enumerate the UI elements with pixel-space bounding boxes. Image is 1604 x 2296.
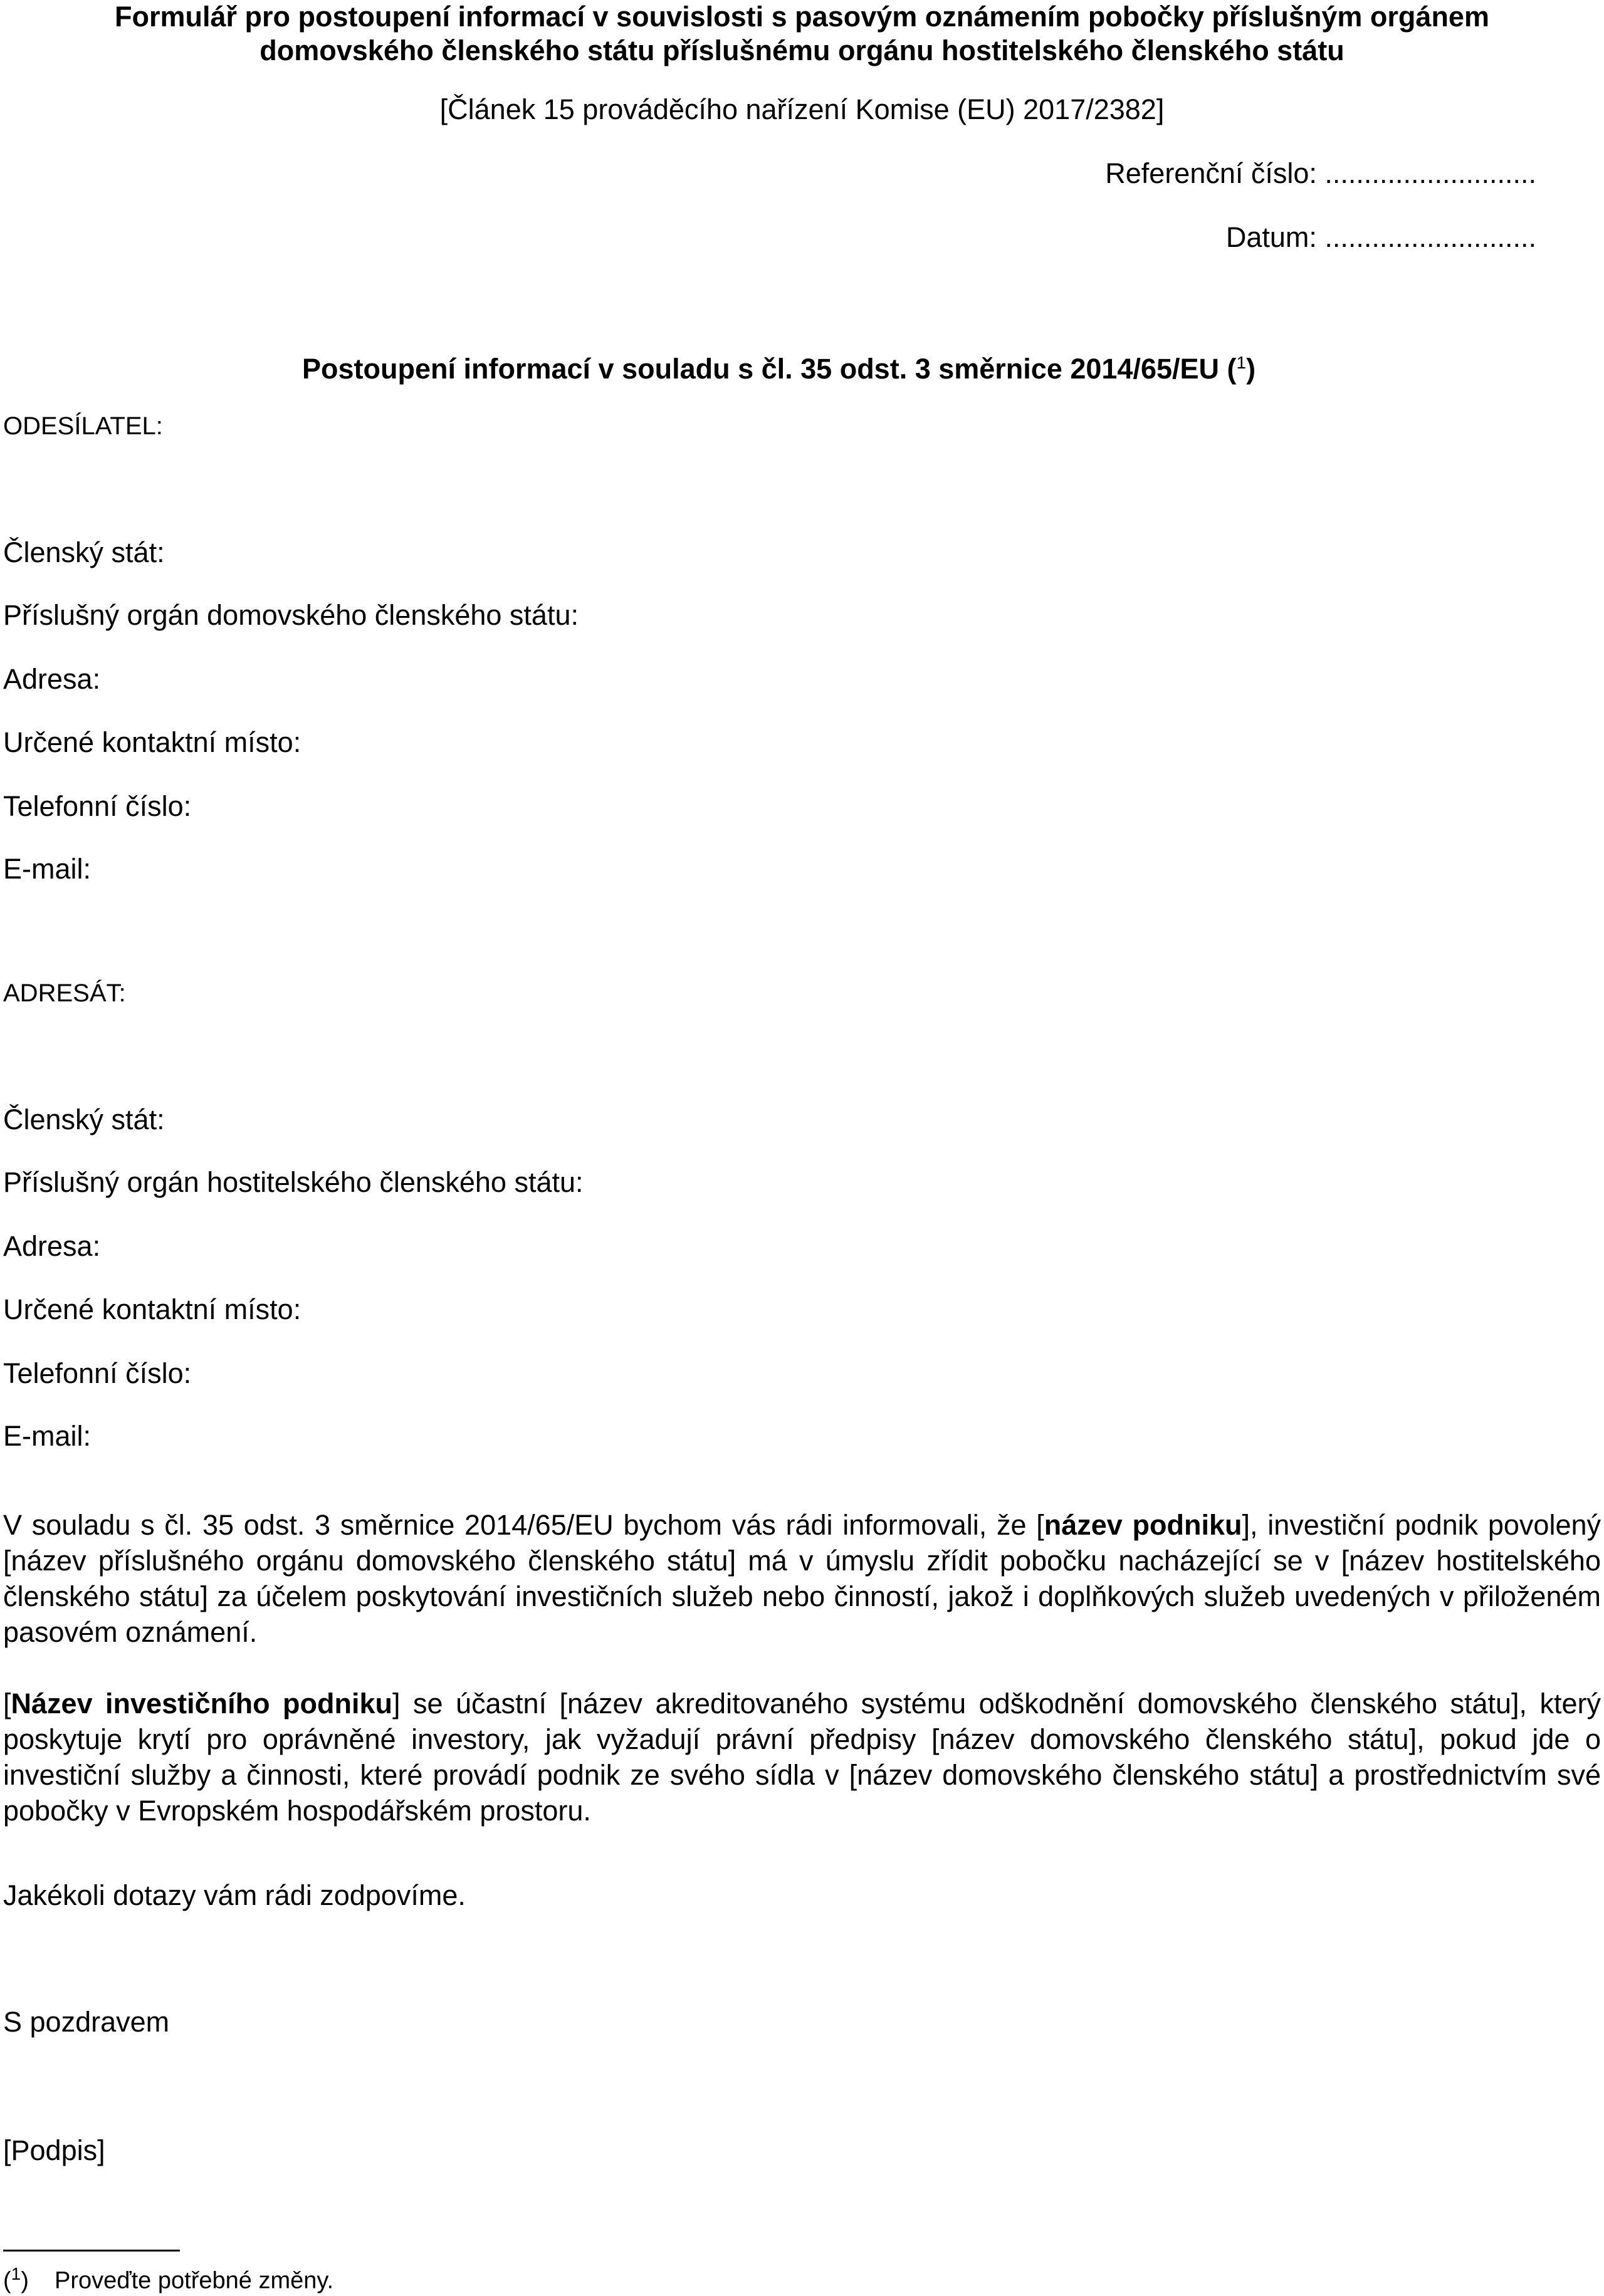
footnote-bracket-close: ) (1246, 353, 1256, 385)
footnote-separator (3, 2250, 180, 2252)
body-paragraph-2 (3, 1686, 1601, 1829)
footnote-open: ( (3, 2267, 11, 2294)
sender-email: E-mail: (3, 853, 92, 885)
sender-address: Adresa: (3, 663, 101, 695)
sender-member-state: Členský stát: (3, 536, 165, 568)
footnote-bracket-open: ( (1219, 353, 1237, 385)
footnote-number: 1 (11, 2264, 21, 2283)
article-reference: [Článek 15 prováděcího nařízení Komise (EU) 2017/2382] (439, 93, 1165, 125)
recipient-phone: Telefonní číslo: (3, 1357, 192, 1389)
section-heading-text: Postoupení informací v souladu s čl. 35 odst. 3 směrnice 2014/65/EU (302, 353, 1220, 385)
para1-company-placeholder: název podniku (1044, 1509, 1242, 1541)
body-paragraph-3: Jakékoli dotazy vám rádi zodpovíme. (3, 1879, 466, 1911)
form-title (0, 0, 1604, 68)
footnote-close: ) (21, 2267, 29, 2294)
sender-phone: Telefonní číslo: (3, 790, 192, 822)
recipient-authority: Příslušný orgán hostitelského členského státu: (3, 1166, 584, 1198)
para2-firm-placeholder: Název investičního podniku (11, 1688, 393, 1719)
date-field: Datum: ........................... (1225, 221, 1536, 253)
section-heading (302, 346, 1255, 386)
sender-label: ODESÍLATEL: (3, 412, 163, 440)
form-title-line-1: Formulář pro postoupení informací v souvislosti s pasovým oznámením pobočky příslušným orgánem (115, 1, 1489, 33)
recipient-email: E-mail: (3, 1420, 92, 1452)
sender-authority: Příslušný orgán domovského členského státu: (3, 599, 579, 631)
recipient-member-state: Členský stát: (3, 1104, 165, 1135)
para1-text-c: ], investiční podnik povolený [název příslušného orgánu domovského členského státu] má v úmyslu zřídit pobočku nacházející se v [název hostitelského členského státu] za účelem poskytování investičních služeb nebo činností, jakož i doplňkových služeb uvedených v přiloženém pasovém oznámení. (3, 1509, 1601, 1648)
para2-text-a: [ (3, 1688, 11, 1719)
footnote (3, 2259, 333, 2296)
recipient-address: Adresa: (3, 1230, 101, 1262)
footnote-marker (3, 2259, 55, 2296)
signature-placeholder: [Podpis] (3, 2134, 105, 2166)
para1-text-a: V souladu s čl. 35 odst. 3 směrnice 2014/65/EU bychom vás rádi informovali, že [ (3, 1509, 1044, 1541)
recipient-label: ADRESÁT: (3, 979, 126, 1007)
body-paragraph-1 (3, 1507, 1601, 1650)
form-title-line-2: domovského členského státu příslušnému orgánu hostitelského členského státu (259, 34, 1345, 66)
reference-number: Referenční číslo: ........................... (1105, 157, 1536, 189)
footnote-ref[interactable]: 1 (1236, 353, 1247, 372)
footnote-text: Proveďte potřebné změny. (55, 2267, 334, 2294)
closing-salutation: S pozdravem (3, 2006, 170, 2038)
sender-contact-point: Určené kontaktní místo: (3, 726, 301, 758)
para2-text-c: ] se účastní [název akreditovaného systému odškodnění domovského členského státu], který poskytuje krytí pro oprávněné investory, jak vyžadují právní předpisy [název domovského členského státu], pokud jde o investiční služby a činnosti, které provádí podnik ze svého sídla v [název domovského členského státu] a prostřednictvím své pobočky v Evropském hospodářském prostoru. (3, 1688, 1601, 1827)
recipient-contact-point: Určené kontaktní místo: (3, 1293, 301, 1325)
